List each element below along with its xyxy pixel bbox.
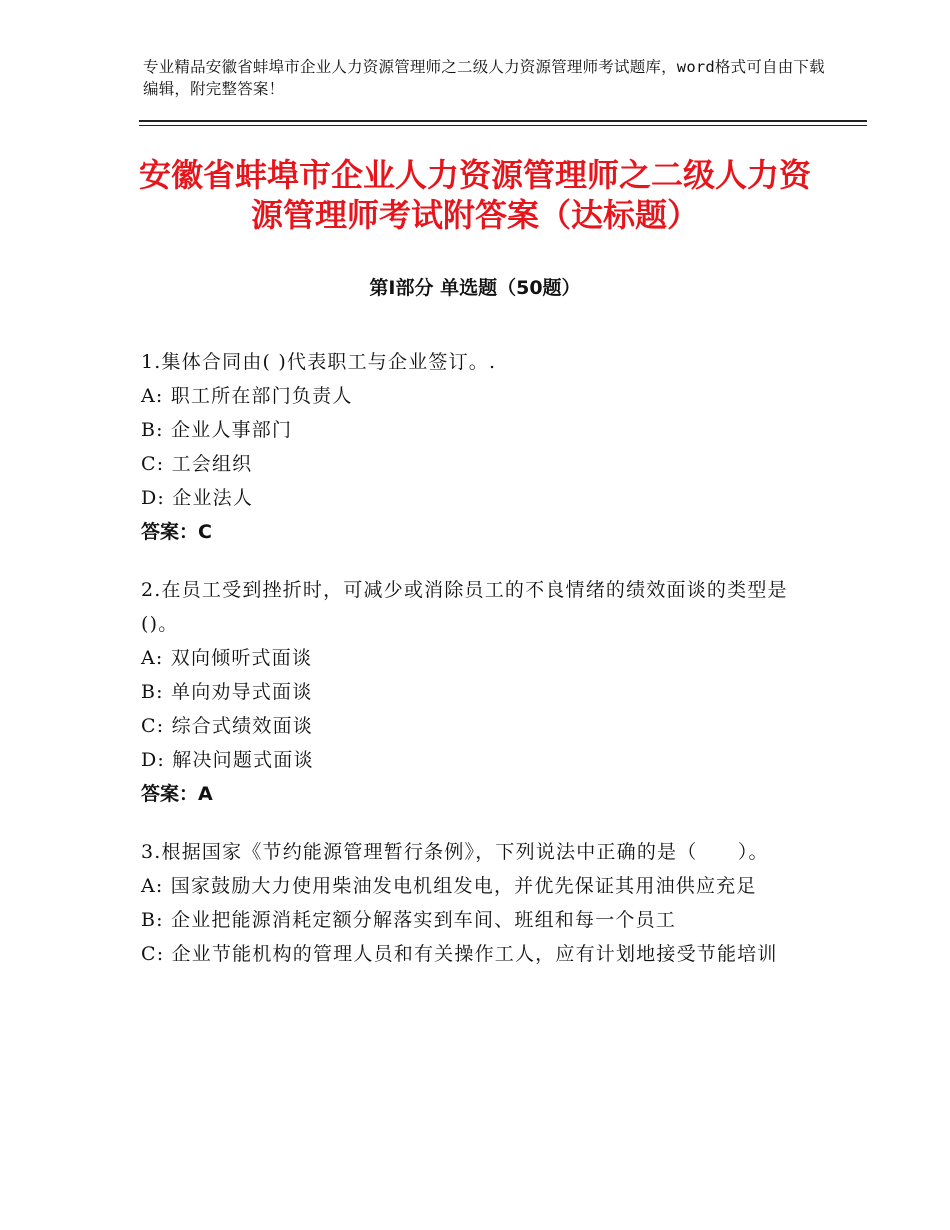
option-b: B: 企业把能源消耗定额分解落实到车间、班组和每一个员工: [141, 909, 677, 931]
document-title: 安徽省蚌埠市企业人力资源管理师之二级人力资源管理师考试附答案（达标题）: [138, 156, 811, 234]
option-d: D: 解决问题式面谈: [141, 749, 314, 771]
option-a: A: 双向倾听式面谈: [141, 647, 313, 669]
option-d: D: 企业法人: [141, 487, 254, 509]
option-c: C: 综合式绩效面谈: [141, 715, 313, 737]
answer-label: 答案：C: [141, 521, 212, 543]
question-stem: 1.集体合同由( )代表职工与企业签订。.: [141, 351, 497, 373]
header-rule-thin: [139, 125, 867, 126]
section-heading: 第Ⅰ部分 单选题（50题）: [369, 277, 581, 299]
header-note: 专业精品安徽省蚌埠市企业人力资源管理师之二级人力资源管理师考试题库，word格式可自由下载编辑，附完整答案！: [143, 58, 825, 98]
option-c: C: 企业节能机构的管理人员和有关操作工人，应有计划地接受节能培训: [141, 943, 778, 965]
option-a: A: 国家鼓励大力使用柴油发电机组发电，并优先保证其用油供应充足: [141, 875, 757, 897]
header-rule-thick: [139, 120, 867, 122]
question-stem: 2.在员工受到挫折时，可减少或消除员工的不良情绪的绩效面谈的类型是()。: [141, 579, 788, 635]
option-b: B: 企业人事部门: [141, 419, 293, 441]
question-2: [141, 573, 821, 811]
question-1: [141, 345, 821, 549]
option-c: C: 工会组织: [141, 453, 253, 475]
question-3: [141, 835, 821, 971]
option-a: A: 职工所在部门负责人: [141, 385, 353, 407]
option-b: B: 单向劝导式面谈: [141, 681, 313, 703]
question-list: [141, 345, 821, 995]
question-stem: 3.根据国家《节约能源管理暂行条例》，下列说法中正确的是（ ）。: [141, 841, 769, 863]
answer-label: 答案：A: [141, 783, 213, 805]
